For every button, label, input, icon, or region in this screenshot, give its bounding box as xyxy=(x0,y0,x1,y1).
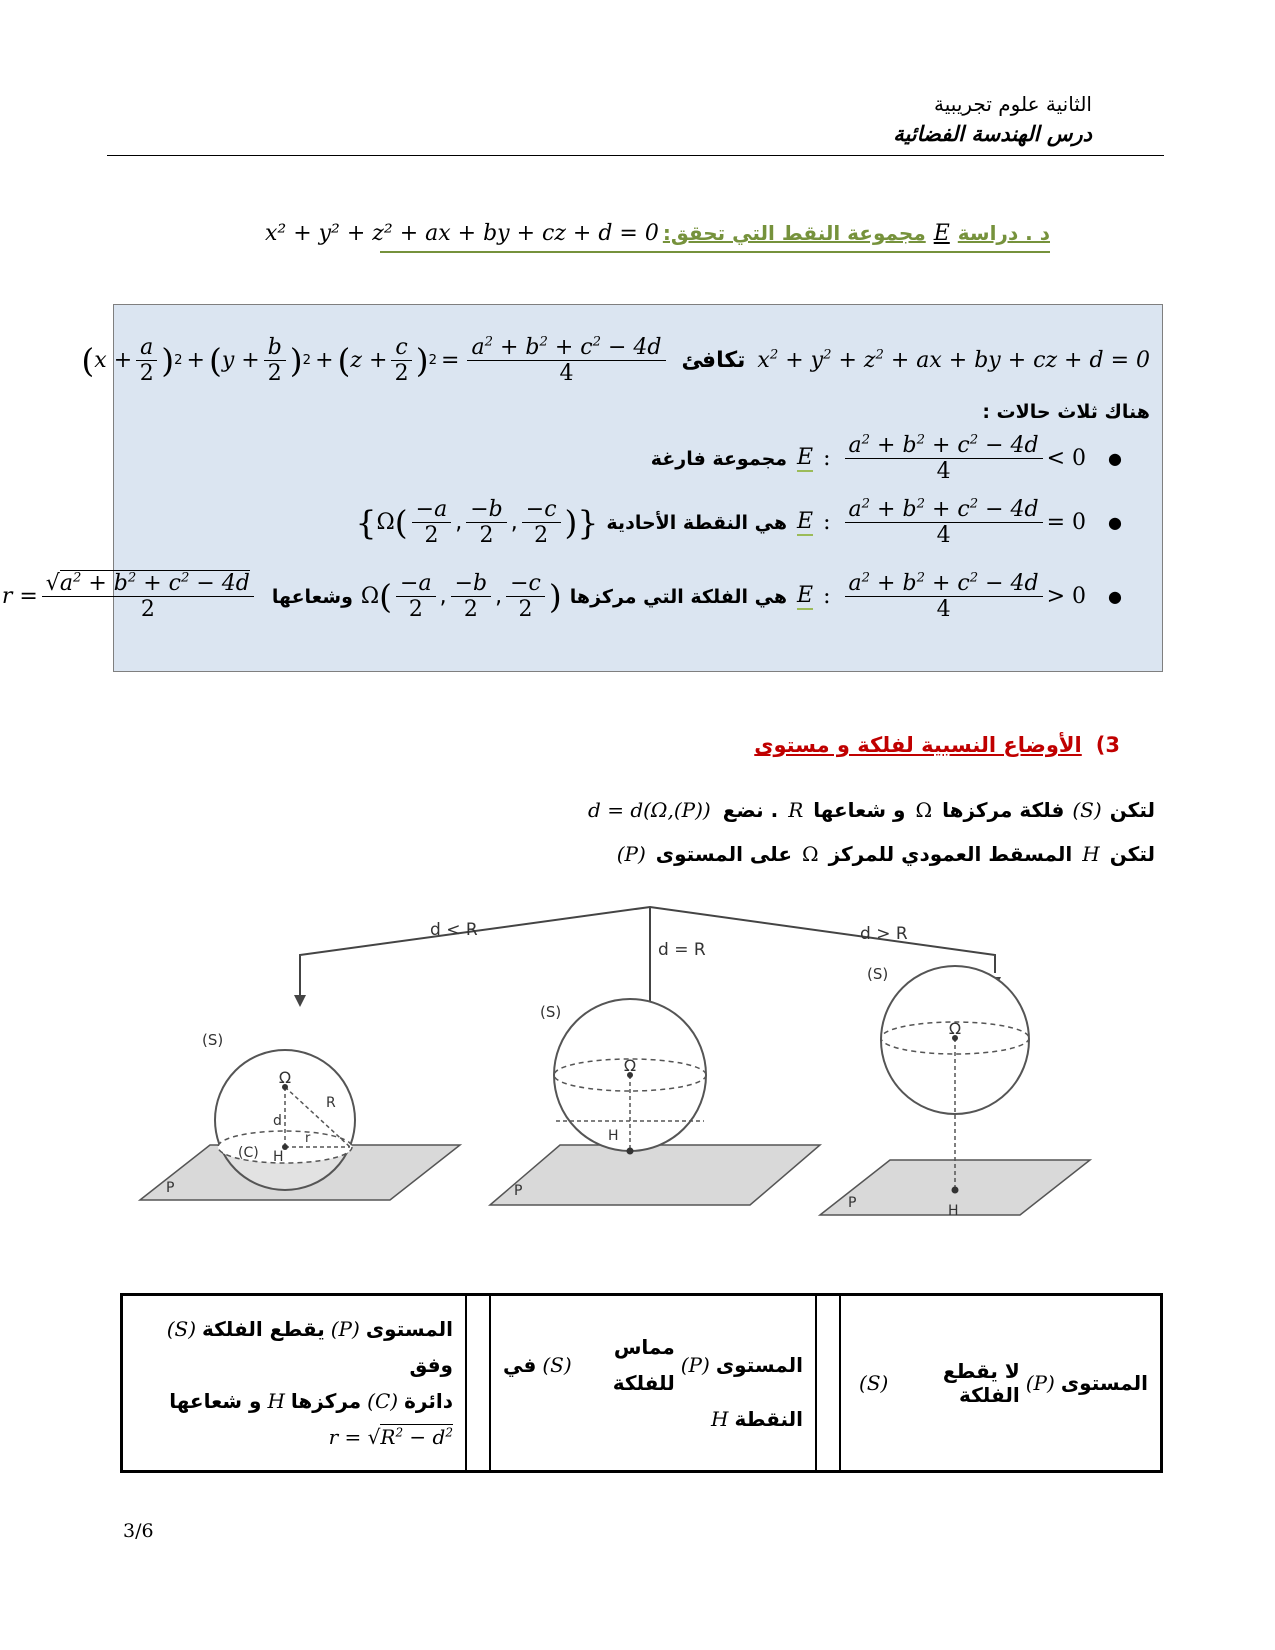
cell-text: و شعاعها xyxy=(169,1389,262,1413)
section-3-heading xyxy=(754,733,1120,757)
small-r-label: r xyxy=(305,1131,311,1146)
section-d-prefix: د . دراسة xyxy=(957,221,1050,245)
plane-label: P xyxy=(514,1183,523,1199)
def-text: . نضع xyxy=(722,798,779,822)
section-3-number: 3) xyxy=(1095,733,1120,757)
def-text: على المستوى xyxy=(655,842,792,866)
sphere-plane-diagram xyxy=(130,895,1150,1235)
definition-line-2 xyxy=(617,842,1155,866)
sphere-radius-formula: r = $\frac{√a^2 + b^2 + c^2 - 4d}{2}$ xyxy=(2,571,258,623)
sphere-s: (S) xyxy=(542,1353,572,1377)
section-3-title: الأوضاع النسبية لفلكة و مستوى xyxy=(754,733,1082,757)
case-2-condition: $\frac{a^2 + b^2 + c^2 - 4d}{4}$ = 0 xyxy=(841,497,1087,549)
distance-formula: d = d(Ω,(P)) xyxy=(588,798,711,822)
plane-p: (P) xyxy=(330,1317,360,1341)
foot-h: H xyxy=(267,1389,285,1413)
foot-label: H xyxy=(948,1203,959,1219)
cell-text: المستوى xyxy=(1060,1371,1148,1395)
sphere-label: (S) xyxy=(202,1031,224,1049)
plane-label: P xyxy=(848,1195,857,1211)
cases-table xyxy=(120,1293,1163,1473)
cell-text: المستوى xyxy=(715,1353,803,1377)
section-d-heading xyxy=(264,215,1050,253)
section-d-title: مجموعة النقط التي تحقق: xyxy=(662,221,926,245)
label-d-equal-r: d = R xyxy=(658,940,706,960)
set-e-symbol: E xyxy=(797,445,814,471)
canonical-equation: ( x + $\frac{a}{2}$ ) 2 + ( y + $\frac{b}{2}$ ) 2 + ( z + $\frac{c}{2}$ ) 2 = $\frac{a^2 + b^2 + c^2 - 4d}{4}$ xyxy=(81,335,669,387)
cases-intro: هناك ثلاث حالات : xyxy=(982,401,1150,423)
header-divider xyxy=(107,155,1164,156)
plane-p: (P) xyxy=(1025,1371,1055,1395)
foot-h: H xyxy=(711,1407,729,1431)
def-text: لتكن xyxy=(1109,842,1155,866)
omega-symbol: Ω xyxy=(915,798,933,822)
cell-text: يقطع الفلكة xyxy=(202,1317,325,1341)
cell-tangent xyxy=(490,1295,816,1472)
sphere-label: (S) xyxy=(540,1003,562,1021)
case-no-intersection-figure xyxy=(820,965,1090,1219)
bullet: ● xyxy=(1108,449,1122,469)
center-label: Ω xyxy=(278,1068,292,1087)
section-d-equation: x² + y² + z² + ax + by + cz + d = 0 xyxy=(264,220,659,246)
table-gap xyxy=(466,1295,490,1472)
cell-no-intersection xyxy=(840,1295,1162,1472)
sphere-s: (S) xyxy=(1072,798,1102,822)
label-d-less-r: d < R xyxy=(430,920,478,940)
set-e-symbol: E xyxy=(797,583,814,609)
cell-text: مماس للفلكة xyxy=(612,1335,675,1395)
distance-label: d xyxy=(273,1113,282,1129)
case-intersect-figure xyxy=(140,1031,460,1200)
equivalent-word: تكافئ xyxy=(681,348,746,374)
cell-text: مركزها xyxy=(290,1389,362,1413)
case-1-text: مجموعة فارغة xyxy=(650,447,788,470)
equivalence-row xyxy=(81,335,1150,387)
case-1: ● $\frac{a^2 + b^2 + c^2 - 4d}{4}$ < 0 : E مجموعة فارغة xyxy=(650,432,1122,485)
foot-label: H xyxy=(273,1149,284,1165)
def-text: فلكة مركزها xyxy=(942,798,1065,822)
sphere-label: (S) xyxy=(867,965,889,983)
def-text: لتكن xyxy=(1109,798,1155,822)
cell-text: النقطة xyxy=(734,1407,803,1431)
case-2: ● $\frac{a^2 + b^2 + c^2 - 4d}{4}$ = 0 : E هي النقطة الأحادية { Ω ( $\frac{-a}{2}$ , $\frac{-b}{2}$ , $\frac{-c}{2}$ ) } xyxy=(355,496,1122,549)
table-gap xyxy=(816,1295,840,1472)
header-level: الثانية علوم تجريبية xyxy=(934,92,1092,116)
set-e-symbol: E xyxy=(797,509,814,535)
case-tangent-figure xyxy=(490,999,820,1205)
general-equation: $x^2 + y^2 + z^2$ + ax + by + cz + d = 0 xyxy=(757,347,1150,374)
radius-label: R xyxy=(326,1095,336,1111)
circle-label: (C) xyxy=(238,1145,259,1161)
set-e-symbol: E xyxy=(933,220,950,246)
case-3-text: هي الفلكة التي مركزها xyxy=(569,585,788,608)
bullet: ● xyxy=(1108,513,1122,533)
bullet: ● xyxy=(1108,587,1122,607)
sphere-center: Ω ( $\frac{-a}{2}$ , $\frac{-b}{2}$ , $\frac{-c}{2}$ ) xyxy=(360,571,562,623)
header-lesson-title: درس الهندسة الفضائية xyxy=(893,122,1092,146)
plane-p: (P) xyxy=(616,842,646,866)
page-number: 3/6 xyxy=(123,1520,154,1542)
cell-intersect xyxy=(122,1295,467,1472)
cases-box xyxy=(1,304,1163,672)
radius-r: R xyxy=(788,798,804,822)
singleton-point: { Ω ( $\frac{-a}{2}$ , $\frac{-b}{2}$ , $\frac{-c}{2}$ ) } xyxy=(355,497,599,549)
foot-label: H xyxy=(608,1128,619,1144)
sphere-s: (S) xyxy=(859,1371,889,1395)
sphere-s: (S) xyxy=(166,1317,197,1341)
foot-h: H xyxy=(1082,842,1100,866)
case-3-condition: $\frac{a^2 + b^2 + c^2 - 4d}{4}$ > 0 xyxy=(841,571,1087,623)
case-3: ● $\frac{a^2 + b^2 + c^2 - 4d}{4}$ > 0 : E هي الفلكة التي مركزها Ω ( $\frac{-a}{2}$ , $\frac{-b}{2}$ , $\frac{-c}{2}$ ) وشعاعها r = $\frac{√a^2 + b^2 + c^2 - 4d}{2}$ xyxy=(1,570,1122,623)
def-text: و شعاعها xyxy=(813,798,906,822)
plane-label: P xyxy=(166,1180,175,1196)
case-1-condition: $\frac{a^2 + b^2 + c^2 - 4d}{4}$ < 0 xyxy=(841,433,1087,485)
circle-c: (C) xyxy=(367,1389,399,1413)
cell-text: وفق xyxy=(409,1353,453,1377)
cell-text: المستوى xyxy=(365,1317,453,1341)
plane-p: (P) xyxy=(680,1353,710,1377)
cell-text: في xyxy=(503,1353,537,1377)
circle-radius-formula: $r = √R^2 - d^2$ xyxy=(328,1425,453,1449)
definition-line-1 xyxy=(588,798,1155,822)
case-2-text: هي النقطة الأحادية xyxy=(606,511,788,534)
label-d-greater-r: d > R xyxy=(860,924,908,944)
def-text: المسقط العمودي للمركز xyxy=(828,842,1073,866)
omega-symbol: Ω xyxy=(801,842,819,866)
center-label: Ω xyxy=(948,1019,962,1038)
case-3-radius-word: وشعاعها xyxy=(271,585,353,608)
center-label: Ω xyxy=(623,1056,637,1075)
cell-text: لا يقطع الفلكة xyxy=(942,1359,1020,1407)
cell-text: دائرة xyxy=(404,1389,453,1413)
